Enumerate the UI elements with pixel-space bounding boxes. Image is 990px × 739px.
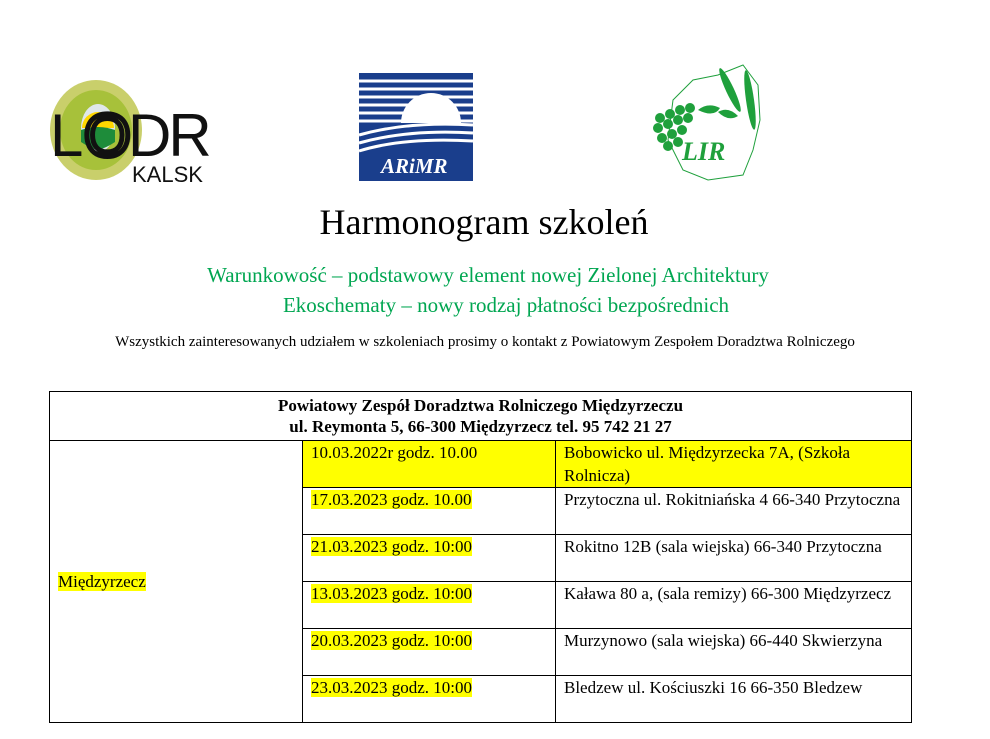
training-schedule-table bbox=[49, 391, 912, 723]
training-location: Murzynowo (sala wiejska) 66-440 Skwierzyna bbox=[564, 631, 883, 650]
location-cell bbox=[556, 582, 912, 629]
intro-text: Wszystkich zainteresowanych udziałem w szkoleniach prosimy o kontakt z Powiatowym Zespołem Doradztwa Rolniczego bbox=[115, 334, 855, 350]
location-cell bbox=[556, 535, 912, 582]
subtitle-ekoschematy: Ekoschematy – nowy rodzaj płatności bezpośrednich bbox=[282, 293, 730, 317]
svg-text:O: O bbox=[84, 102, 131, 169]
training-location: Przytoczna ul. Rokitniańska 4 66-340 Przytoczna bbox=[564, 490, 901, 509]
subtitle-warunkowosc: Warunkowość – podstawowy element nowej Zielonej Architektury bbox=[207, 263, 769, 287]
kalsk-text: KALSK bbox=[132, 162, 203, 187]
table-header-row bbox=[50, 392, 912, 441]
lodr-logo-graphic bbox=[48, 78, 209, 188]
training-date: 21.03.2023 godz. 10:00 bbox=[311, 537, 473, 556]
arimr-text: ARiMR bbox=[381, 154, 448, 178]
lir-text: LIR bbox=[682, 137, 726, 166]
location-cell bbox=[556, 488, 912, 535]
page-title: Harmonogram szkoleń bbox=[319, 202, 649, 242]
date-cell bbox=[303, 441, 556, 488]
location-cell bbox=[556, 441, 912, 488]
date-cell bbox=[303, 582, 556, 629]
arimr-logo-graphic bbox=[359, 73, 473, 181]
location-cell bbox=[556, 629, 912, 676]
training-date: 20.03.2023 godz. 10:00 bbox=[311, 631, 473, 650]
date-cell bbox=[303, 535, 556, 582]
training-date: 23.03.2023 godz. 10:00 bbox=[311, 678, 473, 697]
training-location: Bobowicko ul. Międzyrzecka 7A, (Szkoła Rolnicza) bbox=[564, 443, 851, 485]
training-date: 17.03.2023 godz. 10.00 bbox=[311, 490, 472, 509]
training-location: Bledzew ul. Kościuszki 16 66-350 Bledzew bbox=[564, 678, 863, 697]
lodr-kalsk-logo bbox=[48, 78, 209, 188]
training-location: Rokitno 12B (sala wiejska) 66-340 Przytoczna bbox=[564, 537, 882, 556]
date-cell bbox=[303, 488, 556, 535]
date-cell bbox=[303, 629, 556, 676]
arimr-logo bbox=[359, 73, 473, 181]
place-cell bbox=[50, 441, 303, 723]
office-address: ul. Reymonta 5, 66-300 Międzyrzecz tel. 95 742 21 27 bbox=[289, 417, 672, 436]
svg-text:DR: DR bbox=[128, 102, 209, 169]
training-date: 10.03.2022r godz. 10.00 bbox=[311, 443, 478, 462]
office-name: Powiatowy Zespół Doradztwa Rolniczego Międzyrzeczu bbox=[277, 396, 684, 415]
place-name: Międzyrzecz bbox=[58, 572, 146, 591]
training-date: 13.03.2023 godz. 10:00 bbox=[311, 584, 473, 603]
lodr-text: L bbox=[50, 102, 80, 169]
training-location: Kaława 80 a, (sala remizy) 66-300 Międzyrzecz bbox=[564, 584, 892, 603]
location-cell bbox=[556, 676, 912, 723]
date-cell bbox=[303, 676, 556, 723]
office-header-cell bbox=[50, 392, 912, 441]
lir-logo bbox=[648, 60, 773, 185]
lir-logo-graphic bbox=[648, 60, 773, 185]
table-row bbox=[50, 441, 912, 488]
